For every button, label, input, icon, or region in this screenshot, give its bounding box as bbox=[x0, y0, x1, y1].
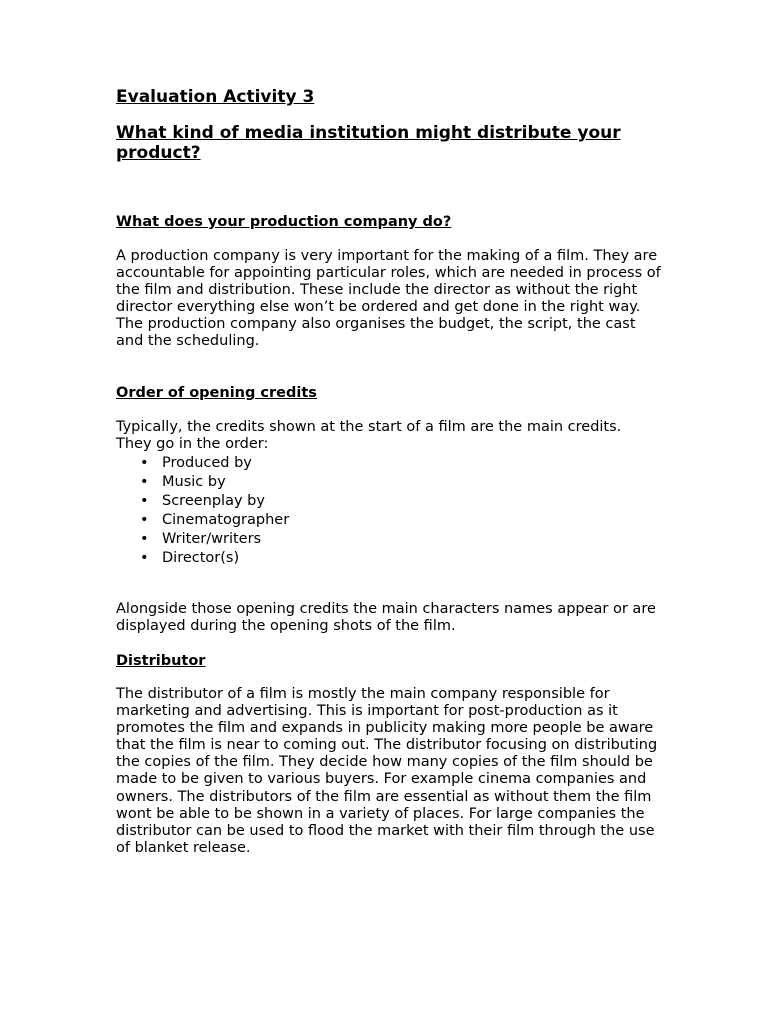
list-item bbox=[116, 511, 289, 530]
list-item-label: Screenplay by bbox=[162, 493, 265, 509]
credits-list bbox=[116, 454, 289, 568]
paragraph-distributor: The distributor of a film is mostly the main company responsible for marketing and advertising. This is important for post-production as it promotes the film and expands in publicity making more people be aware that the film is near to coming out. The distributor focusing on distributing the copies of the film. They decide how many copies of the film should be made to be given to various buyers. For example cinema companies and owners. The distributors of the film are essential as without them the film wont be able to be shown in a variety of places. For large companies the distributor can be used to flood the market with their film through the use of blanket release. bbox=[116, 686, 658, 856]
section-heading-distributor: Distributor bbox=[116, 653, 206, 669]
list-item bbox=[116, 454, 289, 473]
paragraph-opening-credits-after: Alongside those opening credits the main characters names appear or are displayed during the opening shots of the film. bbox=[116, 601, 656, 635]
document-title: Evaluation Activity 3 bbox=[116, 87, 315, 107]
list-item bbox=[116, 473, 289, 492]
document-question: What kind of media institution might distribute your product? bbox=[116, 123, 621, 163]
bullet-icon: • bbox=[140, 455, 149, 471]
list-item-label: Writer/writers bbox=[162, 531, 262, 547]
list-item-label: Cinematographer bbox=[162, 512, 290, 528]
bullet-icon: • bbox=[140, 493, 149, 509]
paragraph-opening-credits: Typically, the credits shown at the start of a film are the main credits. They go in the order: bbox=[116, 419, 622, 453]
paragraph-production-company: A production company is very important for the making of a film. They are accountable for appointing particular roles, which are needed in process of the film and distribution. These include the director as without the right director everything else won’t be ordered and get done in the right way. The production company also organises the budget, the script, the cast and the scheduling. bbox=[116, 248, 661, 350]
bullet-icon: • bbox=[140, 550, 149, 566]
bullet-icon: • bbox=[140, 531, 149, 547]
list-item bbox=[116, 530, 289, 549]
list-item-label: Director(s) bbox=[162, 550, 240, 566]
list-item-label: Produced by bbox=[162, 455, 252, 471]
section-heading-opening-credits: Order of opening credits bbox=[116, 385, 317, 401]
list-item bbox=[116, 492, 289, 511]
list-item bbox=[116, 549, 289, 568]
section-heading-production-company: What does your production company do? bbox=[116, 214, 452, 230]
bullet-icon: • bbox=[140, 474, 149, 490]
list-item-label: Music by bbox=[162, 474, 226, 490]
bullet-icon: • bbox=[140, 512, 149, 528]
